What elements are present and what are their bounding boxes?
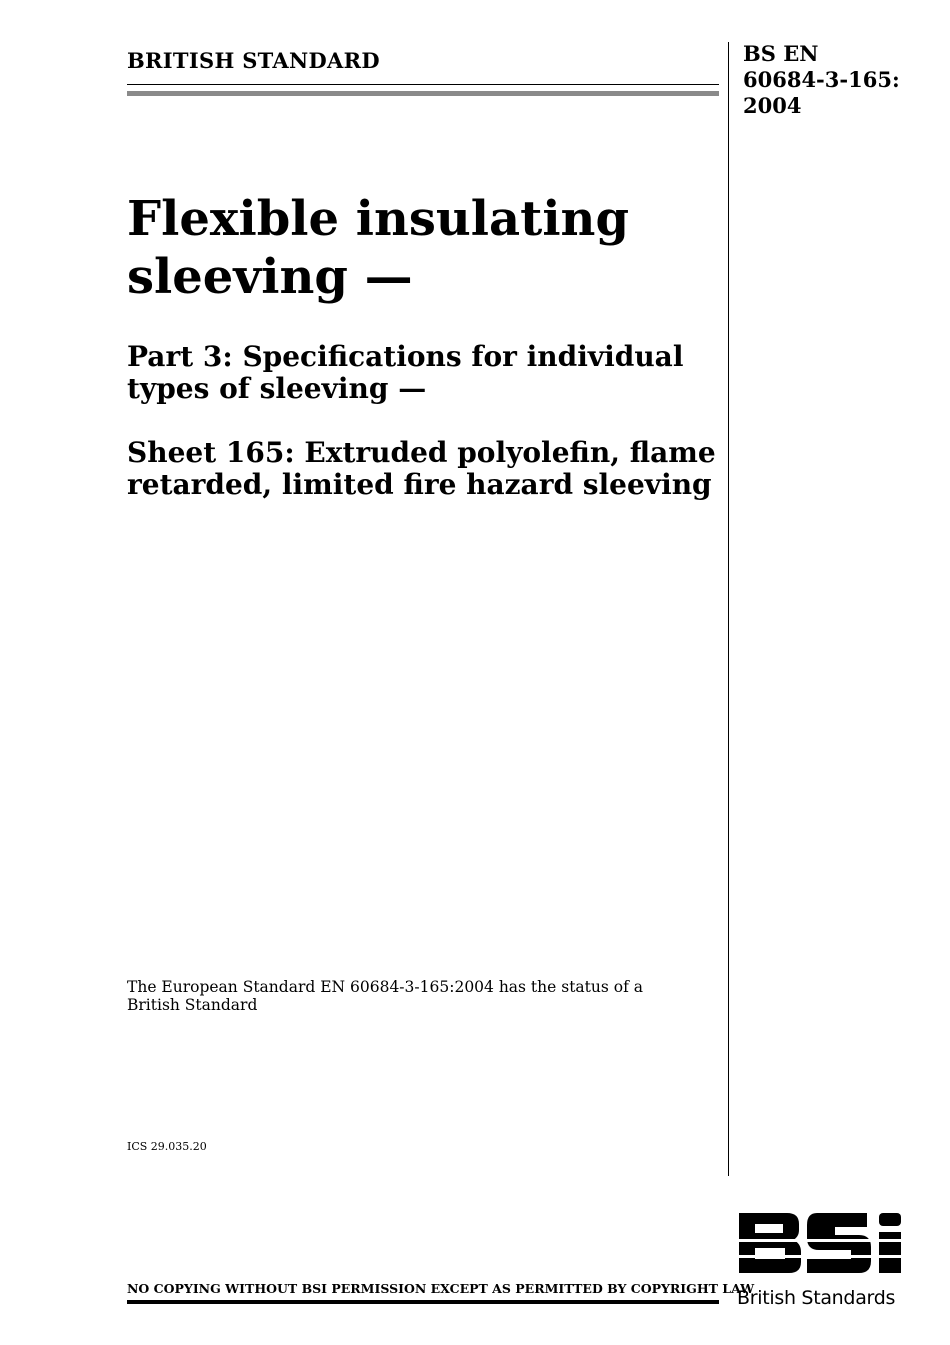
standard-number-line: 60684-3-165: [743, 67, 900, 92]
part-title-line: Part 3: Specifications for individual [127, 340, 684, 373]
standard-number [743, 41, 900, 119]
status-line: British Standard [127, 996, 258, 1014]
vertical-divider [728, 42, 729, 1176]
document-title [127, 190, 717, 306]
sheet-title-line: retarded, limited fire hazard sleeving [127, 468, 712, 501]
bsi-logo-caption: British Standards [737, 1287, 896, 1309]
document-type-label: BRITISH STANDARD [127, 48, 380, 73]
copyright-notice: NO COPYING WITHOUT BSI PERMISSION EXCEPT AS PERMITTED BY COPYRIGHT LAW [127, 1281, 755, 1296]
status-statement [127, 978, 647, 1014]
ics-code: ICS 29.035.20 [127, 1140, 207, 1153]
document-title-line: Flexible insulating [127, 191, 630, 247]
footer-rule [127, 1300, 719, 1304]
sheet-title [127, 437, 717, 501]
sheet-title-line: Sheet 165: Extruded polyolefin, flame [127, 436, 716, 469]
part-title-line: types of sleeving — [127, 372, 427, 405]
header-rule-thick [127, 91, 719, 96]
document-title-line: sleeving — [127, 249, 413, 305]
part-title [127, 341, 717, 405]
standard-number-line: BS EN [743, 41, 819, 66]
header-rule-thin [127, 84, 719, 85]
bsi-logo [737, 1210, 905, 1276]
standard-number-line: 2004 [743, 93, 802, 118]
status-line: The European Standard EN 60684-3-165:2004 has the status of a [127, 978, 643, 996]
